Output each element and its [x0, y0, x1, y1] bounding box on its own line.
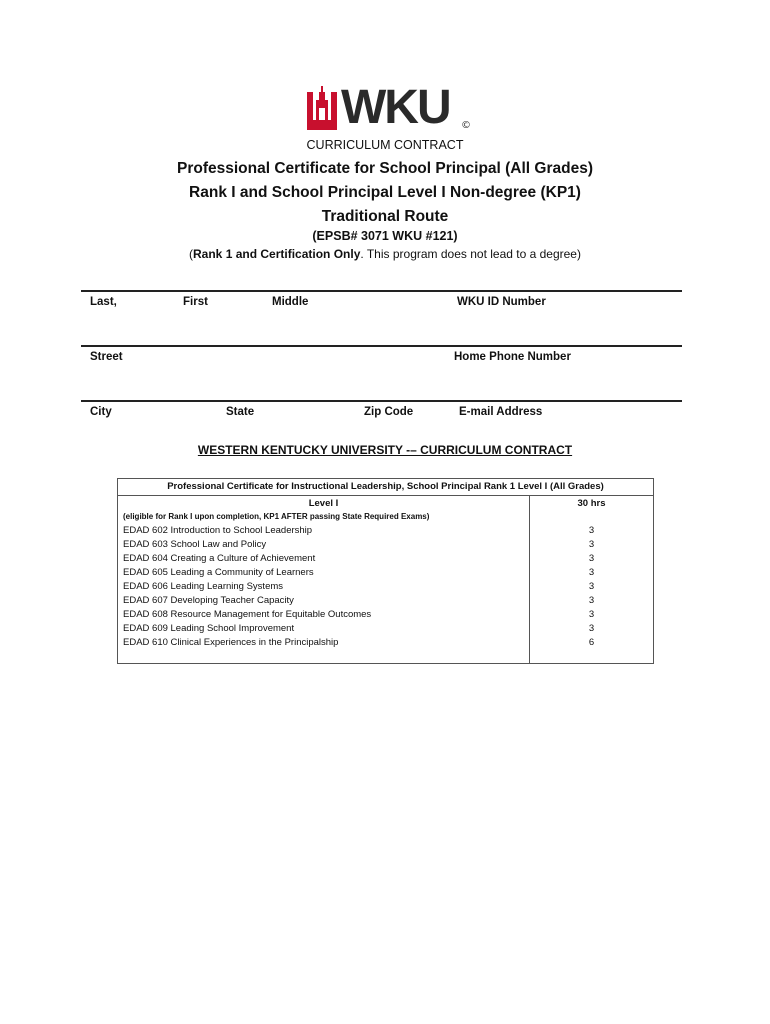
- street-label: Street: [90, 351, 123, 363]
- first-name-label: First: [183, 296, 208, 308]
- course-name: EDAD 608 Resource Management for Equitable Outcomes: [123, 609, 372, 620]
- course-name: EDAD 606 Leading Learning Systems: [123, 581, 284, 592]
- course-name: EDAD 605 Leading a Community of Learners: [123, 567, 314, 578]
- eligibility-note: (eligible for Rank I upon completion, KP1 AFTER passing State Required Exams): [123, 512, 430, 521]
- course-credits: 3: [588, 539, 595, 550]
- note-open: (: [189, 247, 194, 261]
- level-label: Level I: [308, 498, 339, 509]
- city-label: City: [90, 406, 112, 418]
- total-hours: 30 hrs: [577, 498, 606, 509]
- cupola-icon: [305, 86, 339, 132]
- logo-wordmark: WKU: [341, 81, 450, 134]
- note-rest: . This program does not lead to a degree): [360, 247, 581, 261]
- course-table: [117, 478, 654, 664]
- table-divider: [118, 495, 653, 496]
- course-name: EDAD 609 Leading School Improvement: [123, 623, 295, 634]
- middle-name-label: Middle: [272, 296, 309, 308]
- title-line-2: Rank I and School Principal Level I Non-degree (KP1): [189, 184, 581, 201]
- course-credits: 3: [588, 553, 595, 564]
- course-name: EDAD 607 Developing Teacher Capacity: [123, 595, 294, 606]
- state-label: State: [226, 406, 255, 418]
- registered-mark: ©: [461, 120, 471, 131]
- course-name: EDAD 602 Introduction to School Leadership: [123, 525, 313, 536]
- title-line-1: Professional Certificate for School Principal (All Grades): [176, 160, 594, 177]
- zip-code-label: Zip Code: [364, 406, 414, 418]
- table-header: Professional Certificate for Instructional Leadership, School Principal Rank 1 Level I (All Grades): [167, 481, 604, 492]
- course-credits: 6: [588, 637, 595, 648]
- wku-logo: [305, 82, 470, 138]
- form-rule: [81, 290, 682, 292]
- home-phone-label: Home Phone Number: [454, 351, 571, 363]
- title-line-3: Traditional Route: [321, 208, 449, 225]
- form-rule: [81, 345, 682, 347]
- course-name: EDAD 604 Creating a Culture of Achievement: [123, 553, 316, 564]
- note-bold: Rank 1 and Certification Only: [193, 247, 361, 261]
- form-rule: [81, 400, 682, 402]
- course-credits: 3: [588, 567, 595, 578]
- course-name: EDAD 603 School Law and Policy: [123, 539, 267, 550]
- course-credits: 3: [588, 581, 595, 592]
- course-name: EDAD 610 Clinical Experiences in the Principalship: [123, 637, 339, 648]
- wku-id-label: WKU ID Number: [457, 296, 546, 308]
- contract-label: CURRICULUM CONTRACT: [306, 138, 464, 152]
- course-credits: 3: [588, 595, 595, 606]
- course-credits: 3: [588, 525, 595, 536]
- program-note: [0, 247, 770, 261]
- course-credits: 3: [588, 623, 595, 634]
- email-label: E-mail Address: [459, 406, 543, 418]
- last-name-label: Last,: [90, 296, 117, 308]
- course-credits: 3: [588, 609, 595, 620]
- university-heading: WESTERN KENTUCKY UNIVERSITY -– CURRICULUM CONTRACT: [197, 443, 573, 457]
- epsb-number: (EPSB# 3071 WKU #121): [312, 229, 458, 243]
